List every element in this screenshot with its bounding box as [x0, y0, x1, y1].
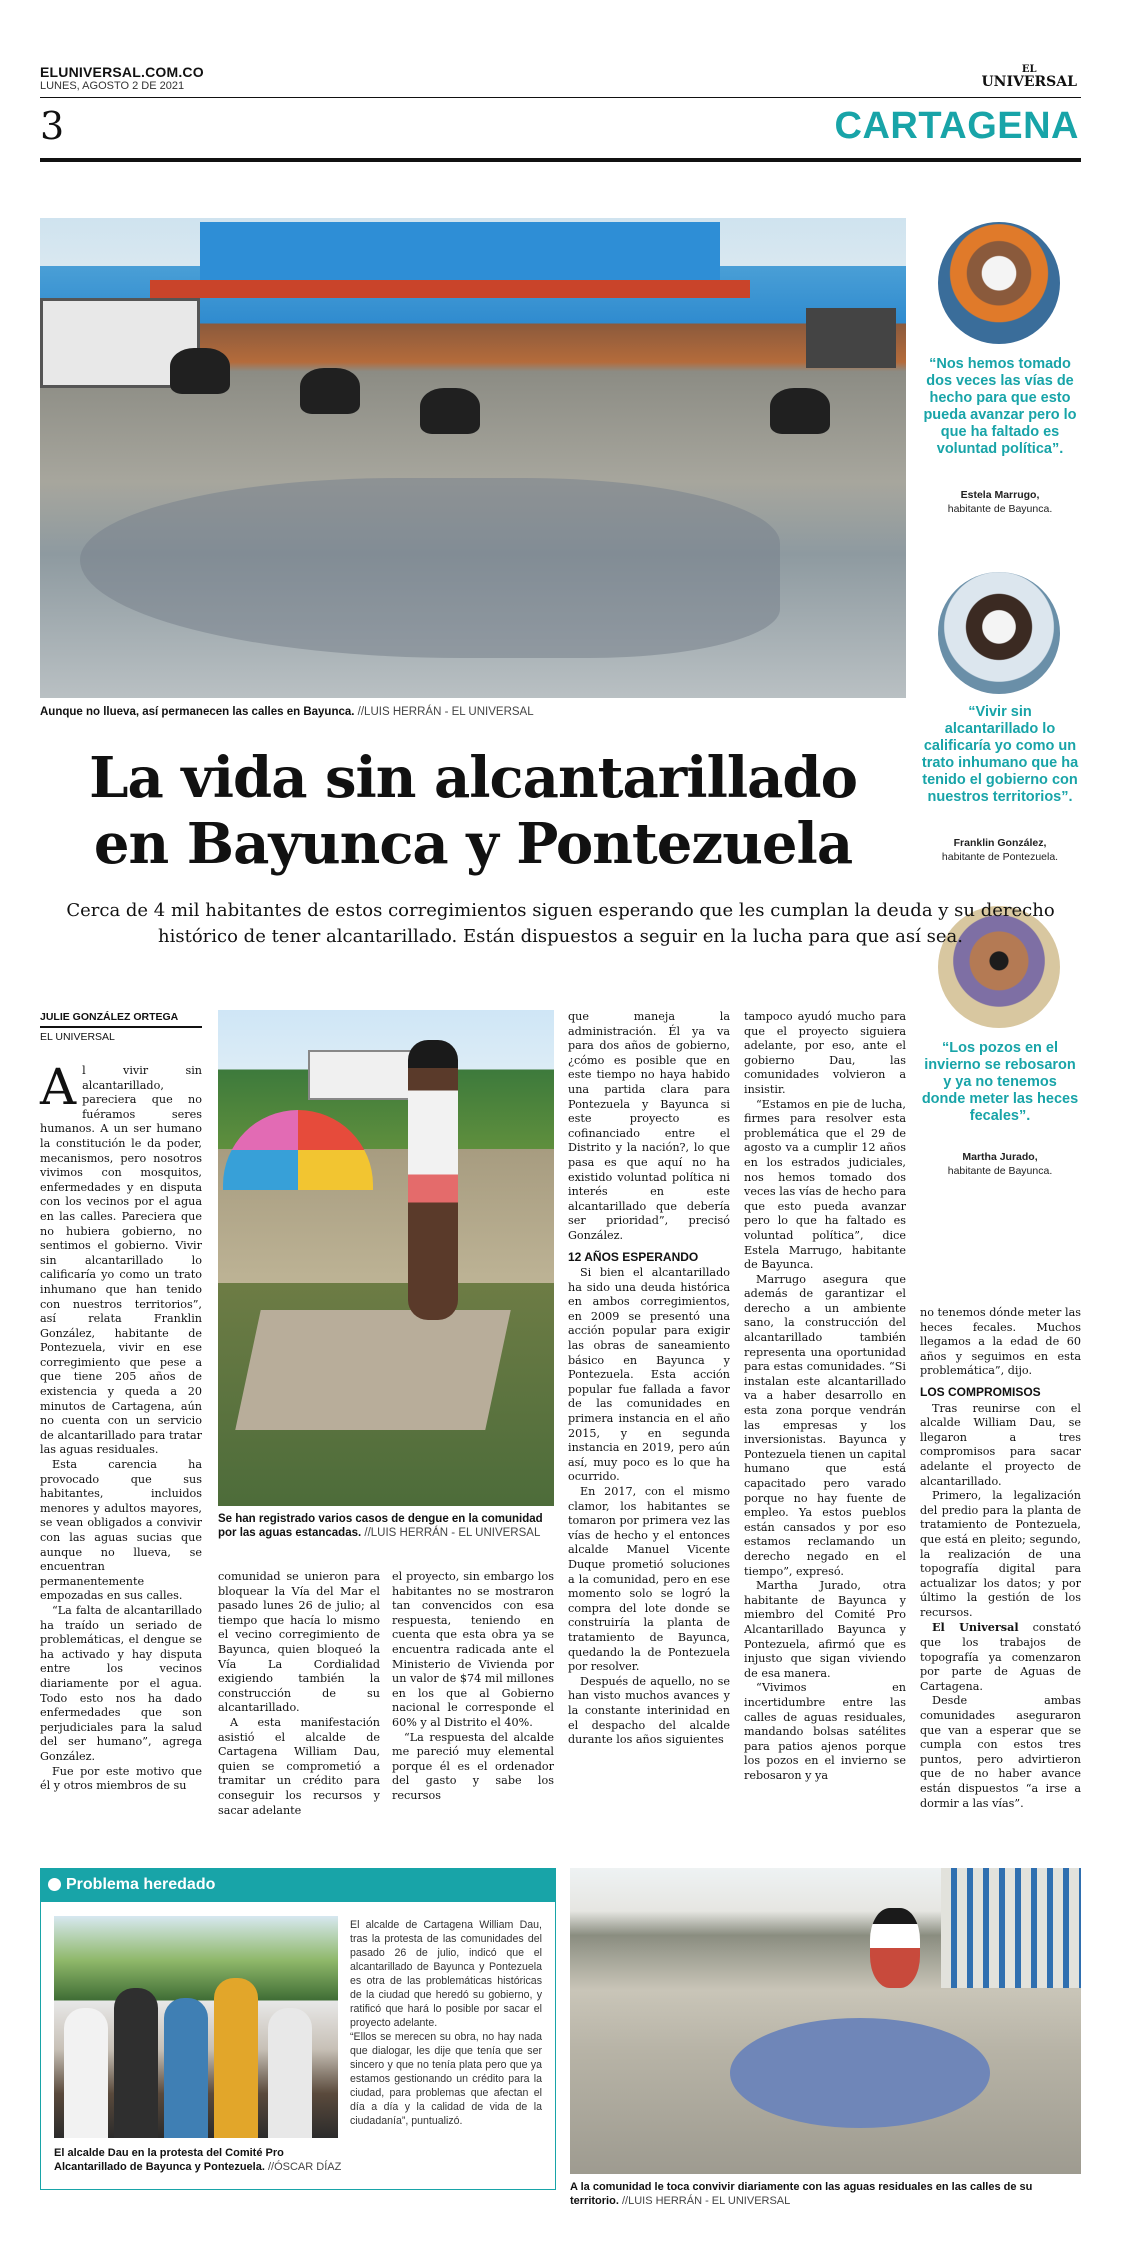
caption-text: El alcalde Dau en la protesta del Comité Pro Alcantarillado de Bayunca y Pontezuela. [54, 2147, 284, 2173]
photo-person [114, 1988, 158, 2138]
article-paragraph: Fue por este motivo que él y otros miembros de su [40, 1764, 202, 1793]
photo-person [164, 1998, 208, 2138]
photo-fence [941, 1868, 1081, 1988]
main-photo-caption [40, 706, 906, 718]
pull-quote: “Los pozos en el invierno se rebosaron y ya no tenemos donde meter las heces fecales”. [921, 1040, 1079, 1124]
sidebar-box-title: Problema heredado [40, 1868, 556, 1902]
article-paragraph: que maneja la administración. Él ya va para dos años de gobierno, ¿cómo es posible que en este tiempo no haya habido una partida clara para Pontezuela y Bayunca si este proyecto es cofinanciado entre el Distrito y la nación?, lo que pasa es que aquí no ha existido voluntad política ni interés en este alcantarillado que debería ser prioridad”, precisó González. [568, 1010, 730, 1242]
outlet-name: EL UNIVERSAL [40, 1031, 115, 1043]
drop-cap: A [40, 1058, 77, 1116]
article-paragraph: Martha Jurado, otra habitante de Bayunca y miembro del Comité Pro Alcantarillado Bayunca y Pontezuela, afirmó que es injusto que sigan viviendo de esa manera. [744, 1579, 906, 1680]
headline-line: La vida sin alcantarillado [89, 745, 857, 811]
mayor-photo-caption [54, 2146, 344, 2174]
photo-truck [308, 1050, 418, 1100]
photo-motorcycle [770, 388, 830, 434]
quote-attribution [920, 488, 1080, 516]
author-name: JULIE GONZÁLEZ ORTEGA [40, 1011, 179, 1023]
deck: Cerca de 4 mil habitantes de estos corregimientos siguen esperando que les cumplan la deuda y su derecho histórico de tener alcantarillado. Están dispuestos a seguir en la lucha para que así sea. [66, 900, 1055, 947]
article-paragraph: “La respuesta del alcalde me pareció muy elemental porque él es el ordenador del gasto y sabe los recursos [392, 1730, 554, 1802]
mayor-photo [54, 1916, 338, 2138]
article-paragraph: no tenemos dónde meter las heces fecales. Muchos llegamos a la edad de 60 años y seguimos en esta problemática”, dijo. [920, 1306, 1081, 1378]
article-paragraph: Primero, la legalización del predio para la planta de tratamiento de Pontezuela, que está en pleito; segundo, la realización de una topografía digital para actualizar los datos; y por último la gestión de los recursos. [920, 1489, 1081, 1619]
sidebar-box-text [350, 1918, 542, 2128]
article-column [920, 1306, 1081, 1811]
quote-role: habitante de Bayunca. [947, 503, 1053, 515]
outlet-name-inline: El Universal [932, 1620, 1019, 1635]
dengue-photo [218, 1010, 554, 1506]
photo-child-bicycle [870, 1908, 920, 1988]
street-photo [570, 1868, 1081, 2174]
article-paragraph [40, 1058, 202, 1458]
photo-puddle [80, 478, 780, 658]
umbrella-icon [223, 1110, 373, 1190]
quote-name: Martha Jurado, [962, 1151, 1038, 1163]
article-paragraph: “Estamos en pie de lucha, firmes para resolver esta problemática que el 29 de agosto va a cumplir 12 años en los estrados judiciales, nos hemos tomado dos veces las vías de hecho para que esto pueda avanzar pero lo que ha faltado es voluntad política”, dice Estela Marrugo, habitante de Bayunca. [744, 1097, 906, 1272]
article-column [568, 1010, 730, 1748]
logo-bottom: UNIVERSAL [981, 74, 1077, 90]
bullet-icon [48, 1878, 61, 1891]
paragraph-text: constató que los trabajos de topografía ya comenzaron por parte de Aguas de Cartagena. [920, 1621, 1081, 1693]
site-url: ELUNIVERSAL.COM.CO [40, 64, 204, 80]
quote-attribution [920, 836, 1080, 864]
article-paragraph: tampoco ayudó mucho para que el proyecto siguiera adelante, por eso, ante el gobierno Dau, las comunidades volvieron a insistir. [744, 1010, 906, 1096]
pull-quote: “Nos hemos tomado dos veces las vías de hecho para que esto pueda avanzar pero lo que ha faltado es voluntad política”. [923, 356, 1077, 457]
newspaper-logo [981, 64, 1077, 88]
article-paragraph: En 2017, con el mismo clamor, los habitantes se tomaron por primera vez las vías de hecho y el entonces alcalde Manuel Vicente Duque prometió soluciones a la comunidad, pero en ese momento solo se logró la compra del lote donde se construiría la planta de tratamiento de Bayunca, quedando la de Pontezuela por resolver. [568, 1485, 730, 1674]
article-paragraph [920, 1620, 1081, 1694]
caption-credit: //LUIS HERRÁN - EL UNIVERSAL [354, 706, 534, 718]
article-paragraph: comunidad se unieron para bloquear la Vía del Mar el pasado lunes 26 de julio; al tiempo que hacía lo mismo el vecino corregimiento de Bayunca, quien bloqueó la Vía La Cordialidad exigiendo también la construcción de su alcantarillado. [218, 1570, 380, 1715]
dengue-photo-caption [218, 1512, 554, 1540]
issue-date: LUNES, AGOSTO 2 DE 2021 [40, 80, 185, 92]
photo-motorcycle [420, 388, 480, 434]
article-paragraph: “Vivimos en incertidumbre entre las calles de aguas residuales, mandando bolsas satélites para patios ajenos porque los pozos en el invierno se rebosaron y ya [744, 1681, 906, 1782]
section-rule [40, 158, 1081, 162]
byline [40, 1010, 202, 1044]
sidebar-paragraph: “Ellos se merecen su obra, no hay nada que dialogar, les dije que tenía que ser sincero y que no tenía plata pero que ya estamos gestionando un crédito para la ciudad, para problemas que afectan el día a día y la calidad de vida de la ciudadanía”, puntualizó. [350, 2031, 542, 2127]
quote-name: Franklin González, [953, 837, 1047, 849]
main-photo [40, 218, 906, 698]
subhead: 12 AÑOS ESPERANDO [568, 1249, 699, 1264]
byline-rule [40, 1026, 202, 1028]
article-paragraph: “La falta de alcantarillado ha traído un seriado de problemáticas, el dengue se ha activado y hay disputa entre los vecinos diariamente por el agua. Todo esto nos ha dado enfermedades que son perjudiciales para la salud del ser humano”, agrega González. [40, 1603, 202, 1763]
sidebar-paragraph: El alcalde de Cartagena William Dau, tras la protesta de las comunidades del pasado 26 de julio, indicó que el alcantarillado de Bayunca y Pontezuela es otra de las problemáticas históricas de la ciudad que heredó su gobierno, y ratificó que hará lo posible por sacar el proyecto adelante. [350, 1919, 542, 2029]
headline [40, 745, 906, 877]
article-paragraph: Tras reunirse con el alcalde William Dau, se llegaron a tres compromisos para sacar adelante el proyecto de alcantarillado. [920, 1401, 1081, 1488]
street-photo-caption [570, 2180, 1081, 2208]
article-column [40, 1058, 202, 1794]
article-paragraph: Desde ambas comunidades aseguraron que van a esperar que se cumpla con estos tres puntos, pero advirtieron que de no haber avance están dispuestos “a irse a dormir a las vías”. [920, 1694, 1081, 1810]
photo-truck [806, 308, 896, 368]
caption-text: Se han registrado varios casos de dengue en la comunidad por las aguas estancadas. [218, 1513, 543, 1539]
article-paragraph: Marrugo asegura que además de garantizar el derecho a un ambiente sano, la construcción del alcantarillado también representa una oportunidad para estas comunidades. “Si instalan este alcantarillado va a haber desarrollo en esta zona porque vendrán las empresas y los inversionistas. Bayunca y Pontezuela tienen un capital humano que está capacitado pero varado porque no hay fuente de empleo. Ya estos pueblos están cansados y por eso estamos reclamando un derecho negado en el tiempo”, expresó. [744, 1272, 906, 1578]
paragraph-text: l vivir sin alcantarillado, pareciera que no fuéramos seres humanos. A un ser humano la constitución le da poder, mecanismos, pero nosotros vivimos con mosquitos, enfermedades y en disputa con los vecinos por el agua en las calles. Pareciera que no hubiera gobierno, no sentimos el gobierno. Vivir sin alcantarillado lo calificaría yo como un trato inhumano que han tenido con nuestros territorios”, así relata Franklin González, habitante de Pontezuela, vivir en ese corregimiento que pese a que tiene 205 años de existencia y queda a 20 minutos de Cartagena, aún no cuenta con un servicio de alcantarillado para tratar las aguas residuales. [40, 1064, 202, 1457]
masthead-rule [40, 97, 1081, 98]
quote-role: habitante de Bayunca. [947, 1165, 1053, 1177]
subhead: LOS COMPROMISOS [920, 1384, 1041, 1399]
article-paragraph: Si bien el alcantarillado ha sido una deuda histórica en ambos corregimientos, en 2009 se presentó una acción popular para exigir las obras de saneamiento básico en Bayunca y Pontezuela. Esta acción popular fue fallada a favor de las comunidades en primera instancia en el año 2015, y en segunda instancia en 2019, pero aún así, muy poco es lo que ha ocurrido. [568, 1266, 730, 1484]
caption-credit: //LUIS HERRÁN - EL UNIVERSAL [618, 2195, 791, 2207]
logo-top: EL [1021, 64, 1037, 75]
headline-line: en Bayunca y Pontezuela [93, 811, 853, 877]
quote-name: Estela Marrugo, [960, 489, 1040, 501]
quote-portrait [938, 222, 1060, 344]
quote-attribution [920, 1150, 1080, 1178]
quote-portrait [938, 572, 1060, 694]
photo-person [408, 1040, 458, 1320]
photo-concrete-slab [235, 1310, 511, 1430]
article-column [744, 1010, 906, 1783]
photo-motorcycle [300, 368, 360, 414]
caption-text: A la comunidad le toca convivir diariamente con las aguas residuales en las calles de su territorio. [570, 2181, 1033, 2207]
article-column [392, 1570, 554, 1804]
article-paragraph: Después de aquello, no se han visto muchos avances y la constante interinidad en el despacho del alcalde durante los años siguientes [568, 1674, 730, 1747]
page-number: 3 [40, 104, 65, 148]
photo-person [64, 2008, 108, 2138]
article-paragraph: A esta manifestación asistió el alcalde de Cartagena William Dau, quien se comprometió a tramitar un crédito para conseguir los recursos y sacar adelante [218, 1715, 380, 1817]
caption-credit: //LUIS HERRÁN - EL UNIVERSAL [361, 1527, 541, 1539]
article-paragraph: el proyecto, sin embargo los habitantes no se mostraron tan convencidos con esa respuesta, teniendo en cuenta que esta obra ya se encuentra radicada ante el Ministerio de Vivienda por un valor de $74 mil millones en los que al Gobierno nacional le corresponde el 60% y al Distrito el 40%. [392, 1570, 554, 1729]
photo-person [214, 1978, 258, 2138]
pull-quote: “Vivir sin alcantarillado lo calificaría yo como un trato inhumano que ha tenido el gobierno con nuestros territorios”. [921, 704, 1079, 805]
photo-person [268, 2008, 312, 2138]
quote-role: habitante de Pontezuela. [941, 851, 1059, 863]
photo-motorcycle [170, 348, 230, 394]
photo-awning [150, 280, 750, 298]
section-title: CARTAGENA [834, 105, 1079, 147]
photo-puddle [730, 2018, 990, 2128]
caption-credit: //ÓSCAR DÍAZ [264, 2161, 342, 2173]
caption-text: Aunque no llueva, así permanecen las calles en Bayunca. [40, 706, 355, 718]
article-column [218, 1570, 380, 1818]
article-paragraph: Esta carencia ha provocado que sus habitantes, incluidos menores y adultos mayores, se vean obligados a convivir con las aguas sucias que aunque no llueva, se encuentran permanentemente empozadas en sus calles. [40, 1458, 202, 1603]
